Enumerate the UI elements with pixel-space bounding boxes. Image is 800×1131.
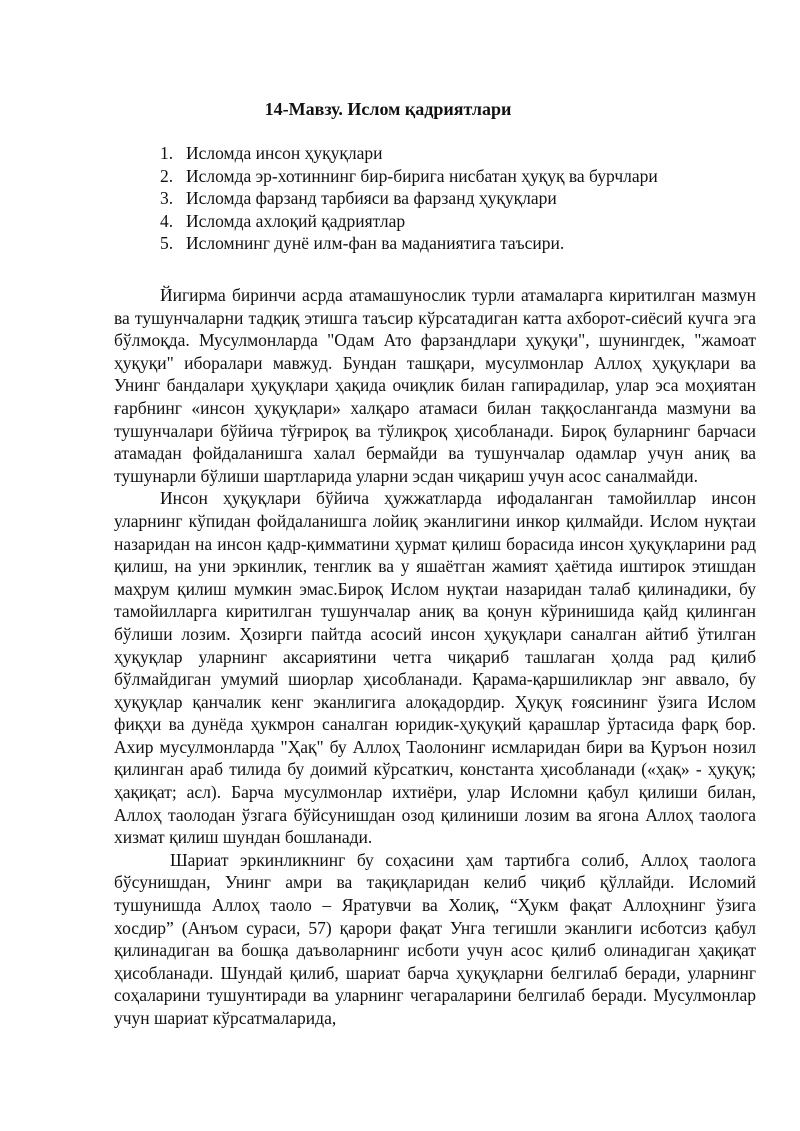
list-item-number: 2. — [160, 165, 174, 186]
list-item — [160, 187, 760, 210]
body-paragraph: Инсон ҳуқуқлари бўйича ҳужжатларда ифодаланган тамойиллар инсон уларнинг кўпидан фойдаланишга лойиқ эканлигини инкор қилмайди. Ислом нуқтаи назаридан на инсон қадр-қимматини ҳурмат қилиш борасида инсон ҳуқуқларини рад қилиш, на уни эркинлик, тенглик ва у яшаётган жамият ҳаётида иштирок этишдан маҳрум қилиш мумкин эмас.Бироқ Ислом нуқтаи назаридан талаб қилинадики, бу тамойилларга киритилган тушунчалар аниқ ва қонун кўринишида қайд қилинган бўлиши лозим. Ҳозирги пайтда асосий инсон ҳуқуқлари саналган айтиб ўтилган ҳуқуқлар уларнинг аксариятини четга чиқариб ташлаган ҳолда рад қилиб бўлмайдиган умумий шиорлар ҳисобланади. Қарама-қаршиликлар энг аввало, бу ҳуқуқлар қанчалик кенг эканлигига алоқадордир. Ҳуқуқ ғоясининг ўзига Ислом фиқҳи ва дунёда ҳукмрон саналган юридик-ҳуқуқий қарашлар ўртасида фарқ бор. Ахир мусулмонларда "Ҳақ" бу Аллоҳ Таолонинг исмларидан бири ва Қуръон нозил қилинган араб тилида бу доимий кўрсаткич, константа ҳисобланади («ҳақ» - ҳуқуқ; ҳақиқат; асл). Барча мусулмонлар ихтиёри, улар Исломни қабул қилиши билан, Аллоҳ таолодан ўзгага бўйсунишдан озод қилиниши лозим ва ягона Аллоҳ таологa хизмат қилиш шундан бошланади. — [114, 488, 756, 848]
list-item — [160, 142, 760, 165]
list-item-text: Исломда эр-хотиннинг бир-бирига нисбатан ҳуқуқ ва бурчлари — [186, 165, 658, 186]
list-item-text: Исломнинг дунё илм-фан ва маданиятига таъсири. — [186, 233, 565, 253]
document-body — [114, 284, 756, 1030]
list-item — [160, 232, 760, 255]
list-item — [160, 210, 760, 233]
list-item-number: 5. — [160, 233, 174, 253]
list-item — [160, 165, 760, 188]
document-title: 14-Мавзу. Ислом қадриятлари — [264, 99, 512, 119]
body-paragraph: Шариат эркинликнинг бу соҳасини ҳам тартибга солиб, Аллоҳ таолога бўсунишдан, Унинг амри ва тақиқларидан келиб чиқиб қўллайди. Исломий тушунишда Аллоҳ таоло – Яратувчи ва Холиқ, “Ҳукм фақат Аллоҳнинг ўзига хосдир” (Анъом сураси, 57) қарори фақат Унга тегишли эканлиги исботсиз қабул қилинадиган ва бошқа даъволарнинг исботи учун асос қилиб олинадиган ҳақиқат ҳисобланади. Шундай қилиб, шариат барча ҳуқуқларни белгилаб беради, уларнинг соҳаларини тушунтиради ва уларнинг чегараларини белгилаб беради. Мусулмонлар учун шариат кўрсатмаларида, — [114, 849, 756, 1028]
list-item-number: 1. — [160, 143, 174, 163]
list-item-text: Исломда фарзанд тарбияси ва фарзанд ҳуқуқлари — [186, 188, 557, 208]
list-item-number: 3. — [160, 188, 174, 208]
list-item-number: 4. — [160, 210, 174, 231]
topic-list — [160, 142, 760, 255]
list-item-text: Исломда инсон ҳуқуқлари — [186, 143, 383, 163]
body-paragraph: Йигирма биринчи асрда атамашунослик турли атамаларга киритилган мазмун ва тушунчаларни тадқиқ этишга таъсир кўрсатадиган катта ахборот-сиёсий кучга эга бўлмоқда. Мусулмонларда "Одам Ато фарзандлари ҳуқуқи", шунингдек, "жамоат ҳуқуқи" иборалари мавжуд. Бундан ташқари, мусулмонлар Аллоҳ ҳуқуқлари ва Унинг бандалари ҳуқуқлари ҳақида очиқлик билан гапирадилар, улар эса моҳиятан ғарбнинг «инсон ҳуқуқлари» халқаро атамаси билан таққосланганда мазмуни ва тушунчалари бўйича тўғрироқ ва тўлиқроқ ҳисобланади. Бироқ буларнинг барчаси атамадан фойдаланишга халал бермайди ва тушунчалар одамлар учун аниқ ва тушунарли бўлиши шартларида уларни эсдан чиқариш учун асос саналмайди. — [114, 285, 756, 486]
list-item-text: Исломда ахлоқий қадриятлар — [186, 210, 406, 231]
